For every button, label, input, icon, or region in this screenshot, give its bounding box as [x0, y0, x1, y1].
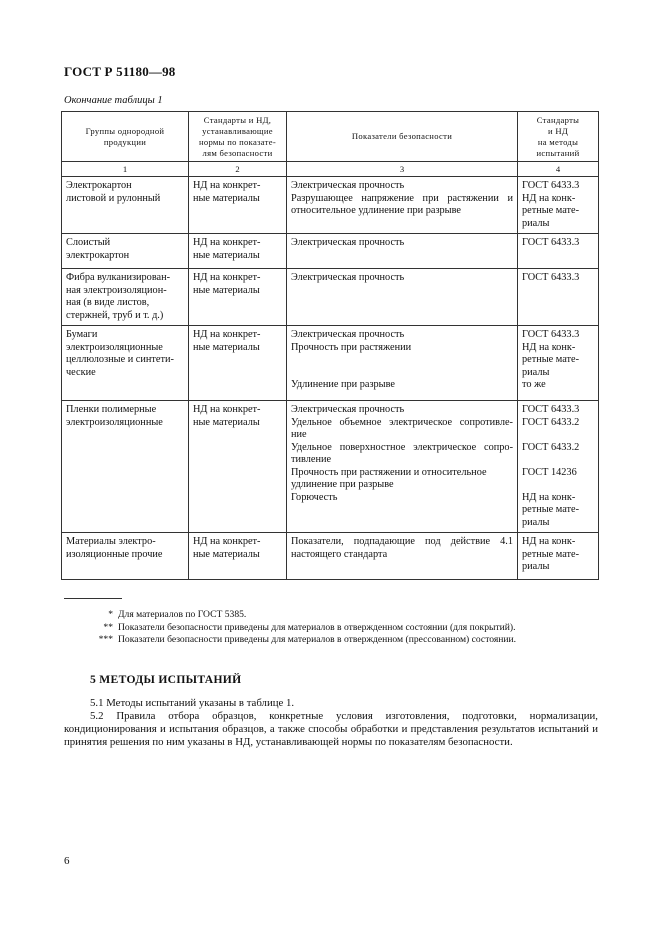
table-row	[62, 177, 599, 234]
cell-line: Электрическая прочность	[291, 329, 405, 340]
cell-line: Материалы электро-	[66, 536, 156, 547]
footnote	[64, 609, 598, 622]
cell-line: ная (в виде листов,	[66, 297, 150, 308]
cell-line: ние	[291, 429, 307, 440]
header-line: продукции	[103, 136, 147, 147]
cell-line: Электрическая прочность	[291, 404, 405, 415]
test-method-cell	[518, 533, 599, 580]
cell-line: ГОСТ 6433.2	[522, 441, 580, 453]
cell-line: листовой и рулонный	[66, 192, 161, 204]
cell-line	[291, 354, 513, 367]
table-row	[62, 533, 599, 580]
cell-line: НД на конк-	[522, 192, 576, 204]
cell-line: ГОСТ 6433.2	[522, 416, 580, 428]
cell-line: стержней, труб и т. д.)	[66, 309, 164, 321]
cell-line: ГОСТ 6433.3	[522, 180, 580, 191]
test-method-cell	[518, 326, 599, 401]
page-number: 6	[64, 855, 70, 867]
cell-line: ные материалы	[193, 341, 260, 353]
header-line: нормы по показате-	[198, 136, 277, 147]
cell-line: Электрокартон	[66, 180, 132, 191]
safety-indicator-cell	[287, 326, 518, 401]
product-group-cell	[62, 401, 189, 533]
footnote-mark: ***	[98, 634, 113, 645]
norm-standard-cell	[189, 533, 287, 580]
cell-line: удлинение при разрыве	[291, 479, 394, 490]
norm-standard-cell	[189, 177, 287, 234]
cell-line: ретные мате-	[522, 354, 580, 365]
table-body	[62, 177, 599, 580]
norm-standard-cell	[189, 326, 287, 401]
cell-line: ные материалы	[193, 192, 260, 204]
header-line: устанавливающие	[202, 125, 273, 136]
test-method-cell	[518, 234, 599, 269]
cell-line: относительное удлинение при разрыве	[291, 205, 461, 216]
cell-line: риалы	[522, 561, 550, 572]
header-line: Показатели безопасности	[351, 131, 453, 141]
cell-line: НД на конкрет-	[193, 404, 261, 415]
safety-indicator-cell	[287, 234, 518, 269]
safety-indicator-cell	[287, 533, 518, 580]
header-line: Группы однородной	[85, 125, 165, 136]
cell-line: риалы	[522, 366, 550, 378]
section-body	[64, 697, 598, 749]
footnote	[64, 622, 598, 635]
cell-line: НД на конкрет-	[193, 180, 261, 191]
column-number: 1	[62, 162, 189, 177]
footnote-mark: *	[108, 609, 113, 620]
cell-line: ГОСТ 6433.3	[522, 272, 580, 283]
cell-line: НД на конк-	[522, 341, 576, 353]
column-number: 3	[287, 162, 518, 177]
cell-line	[522, 429, 594, 442]
table-header-row	[62, 112, 599, 162]
cell-line: ГОСТ 6433.3	[522, 329, 580, 340]
cell-line: Удлинение при разрыве	[291, 379, 395, 390]
header-line: Стандарты и НД,	[203, 114, 272, 125]
cell-line	[522, 479, 594, 492]
header-line: лям безопасности	[202, 147, 273, 158]
header-line: испытаний	[536, 147, 580, 158]
footnote-mark: **	[103, 621, 113, 633]
paragraph-5-2: 5.2 Правила отбора образцов, конкретные условия изготовления, подготовки, нормализации, кондиционирования и испытания образцов, а также способы обработки и представления результатов испытаний и принятия решения по ним указаны в НД, устанавливающей нормы по показателям безопасности.	[64, 710, 598, 748]
norm-standard-cell	[189, 234, 287, 269]
footnotes	[64, 598, 598, 647]
column-number: 2	[189, 162, 287, 177]
product-group-cell	[62, 177, 189, 234]
test-method-cell	[518, 177, 599, 234]
cell-line: НД на конкрет-	[193, 237, 261, 248]
cell-line: ГОСТ 6433.3	[522, 404, 580, 415]
cell-line: НД на конкрет-	[193, 536, 261, 547]
product-group-cell	[62, 533, 189, 580]
header-line: Стандарты	[536, 114, 580, 125]
cell-line: Фибра вулканизирован-	[66, 272, 171, 283]
safety-indicators-table	[61, 111, 599, 580]
test-method-cell	[518, 401, 599, 533]
table-row	[62, 401, 599, 533]
table-row	[62, 326, 599, 401]
cell-line: Электрическая прочность	[291, 180, 405, 191]
header-norm-standards	[189, 112, 287, 162]
table-caption: Окончание таблицы 1	[64, 95, 163, 106]
footnote-rule	[64, 598, 122, 599]
cell-line: электрокартон	[66, 249, 130, 261]
norm-standard-cell	[189, 401, 287, 533]
norm-standard-cell	[189, 269, 287, 326]
section-title: 5 МЕТОДЫ ИСПЫТАНИЙ	[90, 673, 242, 686]
cell-line	[291, 367, 513, 380]
footnote	[64, 634, 598, 647]
cell-line: НД на конкрет-	[193, 329, 261, 340]
footnote-text: Для материалов по ГОСТ 5385.	[118, 609, 247, 620]
cell-line: Удельное поверхностное электрическое сопро-	[291, 441, 513, 453]
table-row	[62, 234, 599, 269]
cell-line: изоляционные прочие	[66, 548, 163, 560]
cell-line: Прочность при растяжении и относительное	[291, 466, 487, 478]
cell-line: ческие	[66, 366, 96, 378]
cell-line: то же	[522, 379, 546, 390]
cell-line: Бумаги	[66, 329, 98, 340]
paragraph-5-1: 5.1 Методы испытаний указаны в таблице 1.	[90, 697, 295, 709]
cell-line	[522, 454, 594, 467]
header-line: и НД	[547, 125, 568, 136]
cell-line: ная электроизоляцион-	[66, 284, 167, 296]
footnote-text: Показатели безопасности приведены для материалов в отвержденном (прессованном) состоянии.	[118, 634, 517, 645]
column-number-row	[62, 162, 599, 177]
safety-indicator-cell	[287, 177, 518, 234]
header-safety-indicators	[287, 112, 518, 162]
cell-line: электроизоляционные	[66, 416, 163, 428]
cell-line: ные материалы	[193, 416, 260, 428]
cell-line: ные материалы	[193, 249, 260, 261]
cell-line: риалы	[522, 516, 550, 528]
column-number: 4	[518, 162, 599, 177]
cell-line: ные материалы	[193, 284, 260, 296]
cell-line: ные материалы	[193, 548, 260, 560]
cell-line: ретные мате-	[522, 548, 580, 560]
header-line: на методы	[537, 136, 579, 147]
product-group-cell	[62, 326, 189, 401]
cell-line: целлюлозные и синтети-	[66, 354, 174, 365]
cell-line: тивление	[291, 454, 332, 465]
cell-line: риалы	[522, 217, 550, 229]
cell-line: Горючесть	[291, 491, 338, 503]
cell-line: Удельное объемное электрическое сопротивле-	[291, 416, 513, 428]
footnote-text: Показатели безопасности приведены для материалов в отвержденном состоянии (для покрытий).	[118, 621, 516, 633]
cell-line: электроизоляционные	[66, 341, 163, 353]
cell-line: Прочность при растяжении	[291, 341, 412, 353]
product-group-cell	[62, 234, 189, 269]
header-product-groups	[62, 112, 189, 162]
cell-line: настоящего стандарта	[291, 548, 388, 560]
cell-line: Слоистый	[66, 237, 111, 248]
cell-line: НД на конк-	[522, 491, 576, 503]
cell-line: ГОСТ 14236	[522, 466, 577, 478]
cell-line: Пленки полимерные	[66, 404, 157, 415]
cell-line: ретные мате-	[522, 504, 580, 515]
cell-line: НД на конкрет-	[193, 272, 261, 283]
safety-indicator-cell	[287, 401, 518, 533]
cell-line: НД на конк-	[522, 536, 576, 547]
test-method-cell	[518, 269, 599, 326]
cell-line: Электрическая прочность	[291, 237, 405, 248]
document-code: ГОСТ Р 51180—98	[64, 64, 176, 79]
table-row	[62, 269, 599, 326]
safety-indicator-cell	[287, 269, 518, 326]
cell-line: Электрическая прочность	[291, 272, 405, 283]
cell-line: Разрушающее напряжение при растяжении и	[291, 192, 513, 204]
cell-line: ретные мате-	[522, 205, 580, 216]
cell-line: Показатели, подпадающие под действие 4.1	[291, 536, 513, 547]
cell-line: ГОСТ 6433.3	[522, 237, 580, 248]
product-group-cell	[62, 269, 189, 326]
header-test-methods	[518, 112, 599, 162]
